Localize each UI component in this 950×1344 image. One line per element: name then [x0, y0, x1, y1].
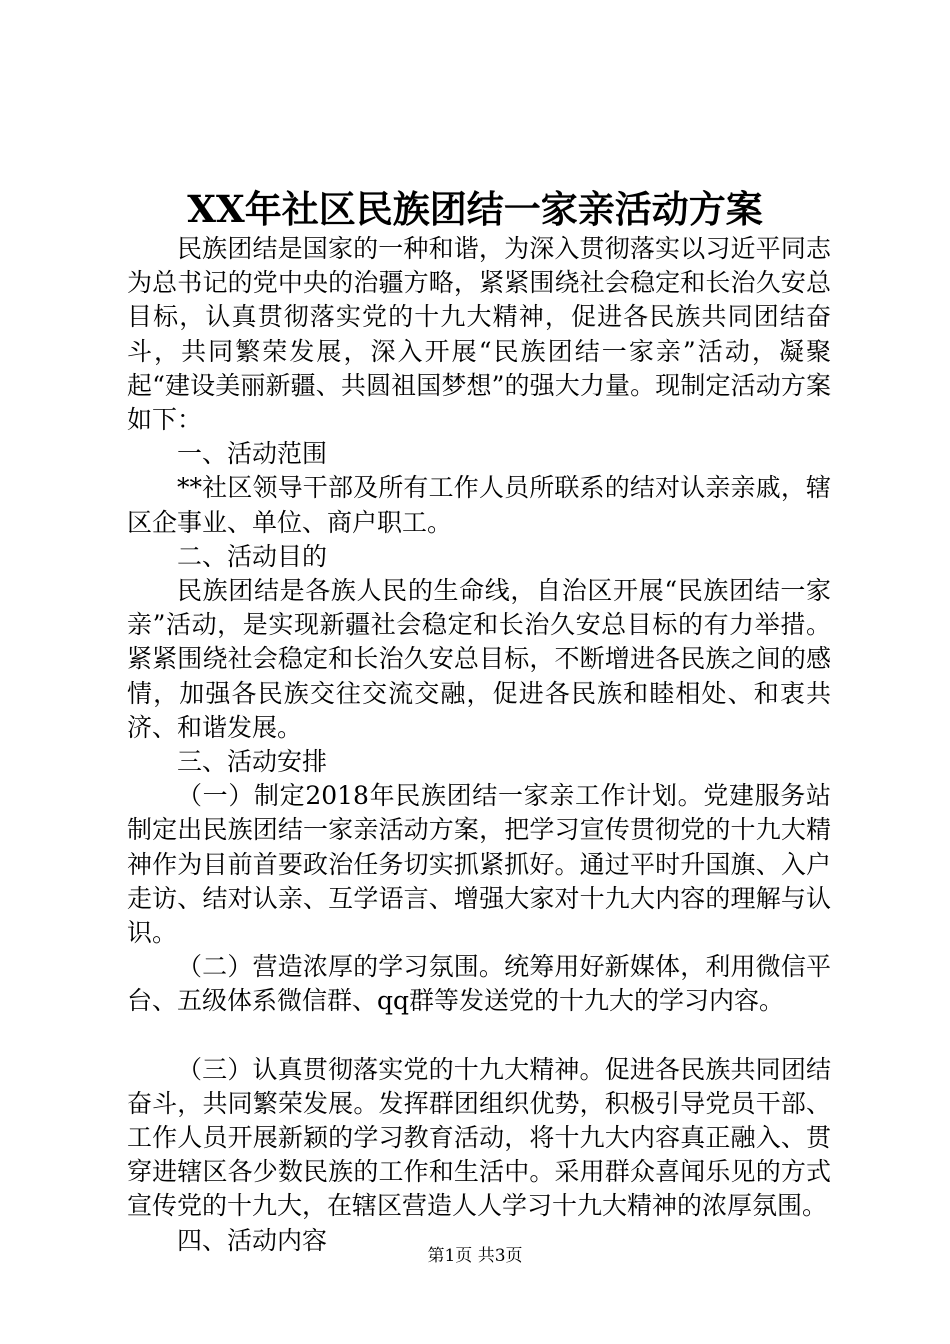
arrangement-item-1: （一）制定2018年民族团结一家亲工作计划。党建服务站制定出民族团结一家亲活动方案，把学习宣传贯彻党的十九大精神作为目前首要政治任务切实抓紧抓好。通过平时升国旗、入户走访、结对认亲、互学语言、增强大家对十九大内容的理解与认识。: [127, 781, 831, 948]
document-title: XX年社区民族团结一家亲活动方案: [187, 187, 763, 231]
page-number-footer: 第1页 共3页: [427, 1246, 523, 1266]
arrangement-item-2: （二）营造浓厚的学习氛围。统筹用好新媒体，利用微信平台、五级体系微信群、qq群等发送党的十九大的学习内容。: [127, 952, 831, 1016]
intro-paragraph: 民族团结是国家的一种和谐，为深入贯彻落实以习近平同志为总书记的党中央的治疆方略，紧紧围绕社会稳定和长治久安总目标，认真贯彻落实党的十九大精神，促进各民族共同团结奋斗，共同繁荣发展，深入开展“民族团结一家亲”活动，凝聚起“建设美丽新疆、共圆祖国梦想”的强大力量。现制定活动方案如下：: [127, 234, 831, 435]
section-heading-arrangement: 三、活动安排: [177, 747, 328, 777]
section-heading-content: 四、活动内容: [177, 1225, 328, 1255]
purpose-paragraph: 民族团结是各族人民的生命线，自治区开展“民族团结一家亲”活动，是实现新疆社会稳定和长治久安总目标的有力举措。紧紧围绕社会稳定和长治久安总目标，不断增进各民族之间的感情，加强各民族交往交流交融，促进各民族和睦相处、和衷共济、和谐发展。: [127, 576, 831, 742]
blank-line: [127, 1019, 831, 1053]
arrangement-item-3: （三）认真贯彻落实党的十九大精神。促进各民族共同团结奋斗，共同繁荣发展。发挥群团组织优势，积极引导党员干部、工作人员开展新颖的学习教育活动，将十九大内容真正融入、贯穿进辖区各少数民族的工作和生活中。采用群众喜闻乐见的方式宣传党的十九大，在辖区营造人人学习十九大精神的浓厚氛围。: [127, 1054, 831, 1221]
section-heading-scope: 一、活动范围: [177, 439, 328, 469]
document-body: [127, 232, 831, 1258]
section-heading-purpose: 二、活动目的: [177, 541, 328, 571]
scope-paragraph: **社区领导干部及所有工作人员所联系的结对认亲亲戚，辖区企事业、单位、商户职工。: [127, 473, 831, 537]
